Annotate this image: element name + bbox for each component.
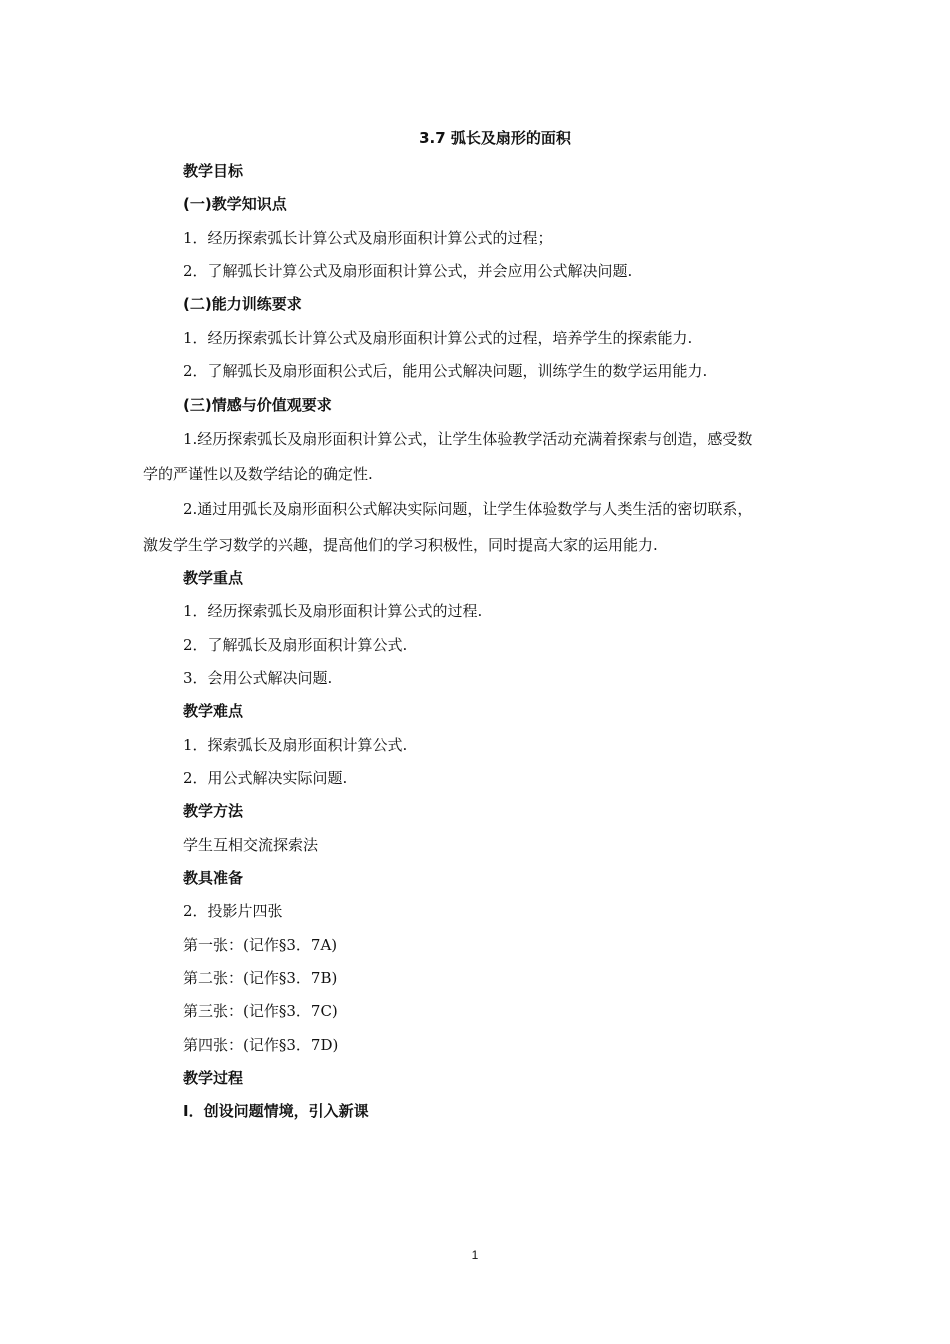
ability-item: 2．了解弧长及扇形面积公式后，能用公式解决问题，训练学生的数学运用能力. bbox=[183, 362, 708, 380]
emotion-paragraph-2-line-1: 2.通过用弧长及扇形面积公式解决实际问题，让学生体验数学与人类生活的密切联系， bbox=[183, 500, 753, 518]
ability-item: 1．经历探索弧长计算公式及扇形面积计算公式的过程，培养学生的探索能力. bbox=[183, 329, 693, 347]
emotion-paragraph-1-line-1: 1.经历探索弧长及扇形面积计算公式，让学生体验教学活动充满着探索与创造，感受数 bbox=[183, 430, 753, 448]
difficulty-item: 2．用公式解决实际问题. bbox=[183, 769, 348, 787]
emotion-paragraph-1-line-2: 学的严谨性以及数学结论的确定性. bbox=[143, 465, 373, 483]
method-heading: 教学方法 bbox=[183, 802, 244, 820]
ability-heading: (二)能力训练要求 bbox=[183, 295, 302, 313]
knowledge-item: 2．了解弧长计算公式及扇形面积计算公式，并会应用公式解决问题. bbox=[183, 262, 633, 280]
materials-item: 第二张：(记作§3．7B) bbox=[183, 969, 338, 987]
emotion-heading: (三)情感与价值观要求 bbox=[183, 396, 332, 414]
materials-item: 第四张：(记作§3．7D) bbox=[183, 1036, 339, 1054]
difficulty-item: 1．探索弧长及扇形面积计算公式. bbox=[183, 736, 408, 754]
knowledge-heading: (一)教学知识点 bbox=[183, 195, 287, 213]
difficulties-heading: 教学难点 bbox=[183, 702, 244, 720]
method-text: 学生互相交流探索法 bbox=[183, 836, 319, 854]
page-number: 1 bbox=[471, 1248, 479, 1262]
emotion-paragraph-2-line-2: 激发学生学习数学的兴趣，提高他们的学习积极性，同时提高大家的运用能力. bbox=[143, 536, 658, 554]
document-title: 3.7 弧长及扇形的面积 bbox=[419, 129, 571, 147]
keypoints-heading: 教学重点 bbox=[183, 569, 244, 587]
materials-item: 第一张：(记作§3．7A) bbox=[183, 936, 338, 954]
materials-heading: 教具准备 bbox=[183, 869, 244, 887]
process-heading: 教学过程 bbox=[183, 1069, 244, 1087]
keypoint-item: 3．会用公式解决问题. bbox=[183, 669, 333, 687]
process-step-heading: Ⅰ．创设问题情境，引入新课 bbox=[183, 1102, 369, 1120]
materials-item: 2．投影片四张 bbox=[183, 902, 283, 920]
objectives-heading: 教学目标 bbox=[183, 162, 244, 180]
keypoint-item: 1．经历探索弧长及扇形面积计算公式的过程. bbox=[183, 602, 483, 620]
materials-item: 第三张：(记作§3．7C) bbox=[183, 1002, 338, 1020]
knowledge-item: 1．经历探索弧长计算公式及扇形面积计算公式的过程； bbox=[183, 229, 553, 247]
keypoint-item: 2．了解弧长及扇形面积计算公式. bbox=[183, 636, 408, 654]
